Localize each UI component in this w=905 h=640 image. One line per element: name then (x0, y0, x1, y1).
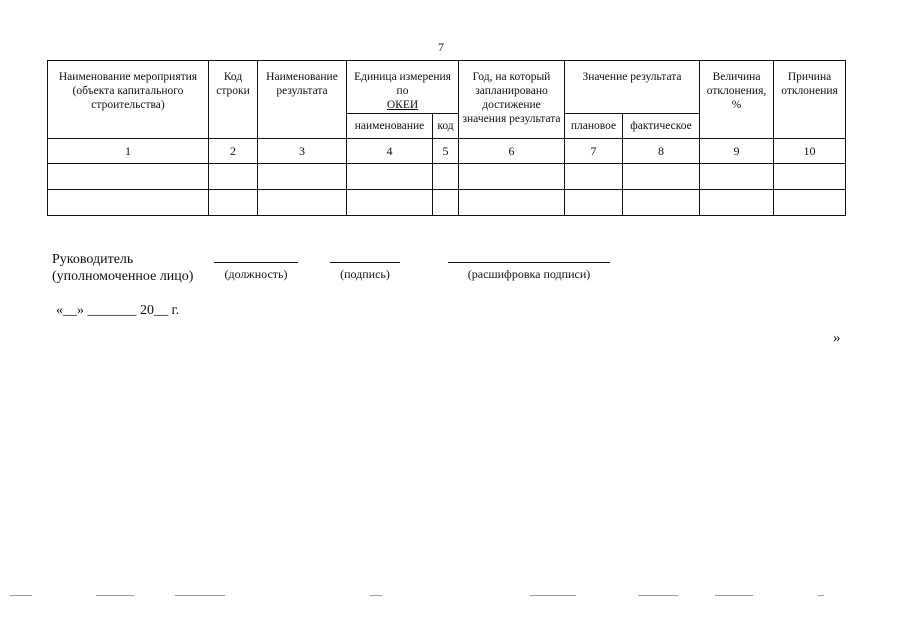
header-deviation-reason: Причина отклонения (774, 61, 846, 139)
table-cell (347, 164, 433, 190)
column-number: 1 (48, 139, 209, 164)
header-planned: плановое (565, 114, 623, 139)
header-deviation-size: Величина отклонения, % (700, 61, 774, 139)
position-line (214, 262, 298, 263)
column-number: 3 (258, 139, 347, 164)
table-row (48, 164, 846, 190)
table-cell (347, 190, 433, 216)
signature-field (330, 262, 400, 282)
table-cell (459, 164, 565, 190)
decoding-field (448, 262, 610, 282)
table-cell (565, 190, 623, 216)
table-cell (209, 190, 258, 216)
table-cell (623, 164, 700, 190)
column-number: 6 (459, 139, 565, 164)
signatory-title (52, 251, 193, 285)
table-cell (209, 164, 258, 190)
closing-quote: » (833, 330, 841, 346)
date-line: «__» _______ 20__ г. (56, 303, 180, 318)
column-number: 2 (209, 139, 258, 164)
table-cell (258, 164, 347, 190)
header-row-code: Код строки (209, 61, 258, 139)
column-number: 8 (623, 139, 700, 164)
table-cell (774, 164, 846, 190)
decoding-line (448, 262, 610, 263)
footer-scan-artifacts (10, 595, 895, 599)
column-number: 10 (774, 139, 846, 164)
report-table (47, 60, 846, 216)
signatory-title-line1: Руководитель (52, 252, 134, 267)
column-number: 4 (347, 139, 433, 164)
table-cell (459, 190, 565, 216)
header-okei: ОКЕИ (386, 99, 419, 111)
column-number: 9 (700, 139, 774, 164)
header-unit-name: наименование (347, 114, 433, 139)
header-unit-group (347, 61, 459, 114)
table-cell (623, 190, 700, 216)
column-number-row (48, 139, 846, 164)
header-unit-label: Единица измерения по (354, 71, 451, 97)
table-cell (258, 190, 347, 216)
signature-line (330, 262, 400, 263)
position-field (214, 262, 298, 282)
header-result-name: Наименование результата (258, 61, 347, 139)
header-actual: фактическое (623, 114, 700, 139)
header-row-top (48, 61, 846, 114)
table-cell (48, 190, 209, 216)
position-caption: (должность) (224, 267, 288, 281)
decoding-caption: (расшифровка подписи) (467, 267, 591, 281)
table-cell (48, 164, 209, 190)
column-number: 7 (565, 139, 623, 164)
table-cell (700, 164, 774, 190)
table-cell (774, 190, 846, 216)
page-number: 7 (438, 40, 444, 54)
header-result-value: Значение результата (565, 61, 700, 114)
column-number: 5 (433, 139, 459, 164)
table-cell (433, 190, 459, 216)
header-planned-year: Год, на который запланировано достижение значения результата (459, 61, 565, 139)
signatory-title-line2: (уполномоченное лицо) (52, 269, 194, 284)
header-unit-code: код (433, 114, 459, 139)
table-cell (433, 164, 459, 190)
header-event-name: Наименование мероприятия (объекта капитального строительства) (48, 61, 209, 139)
signature-caption: (подпись) (340, 267, 390, 281)
table-cell (565, 164, 623, 190)
table-row (48, 190, 846, 216)
table-cell (700, 190, 774, 216)
